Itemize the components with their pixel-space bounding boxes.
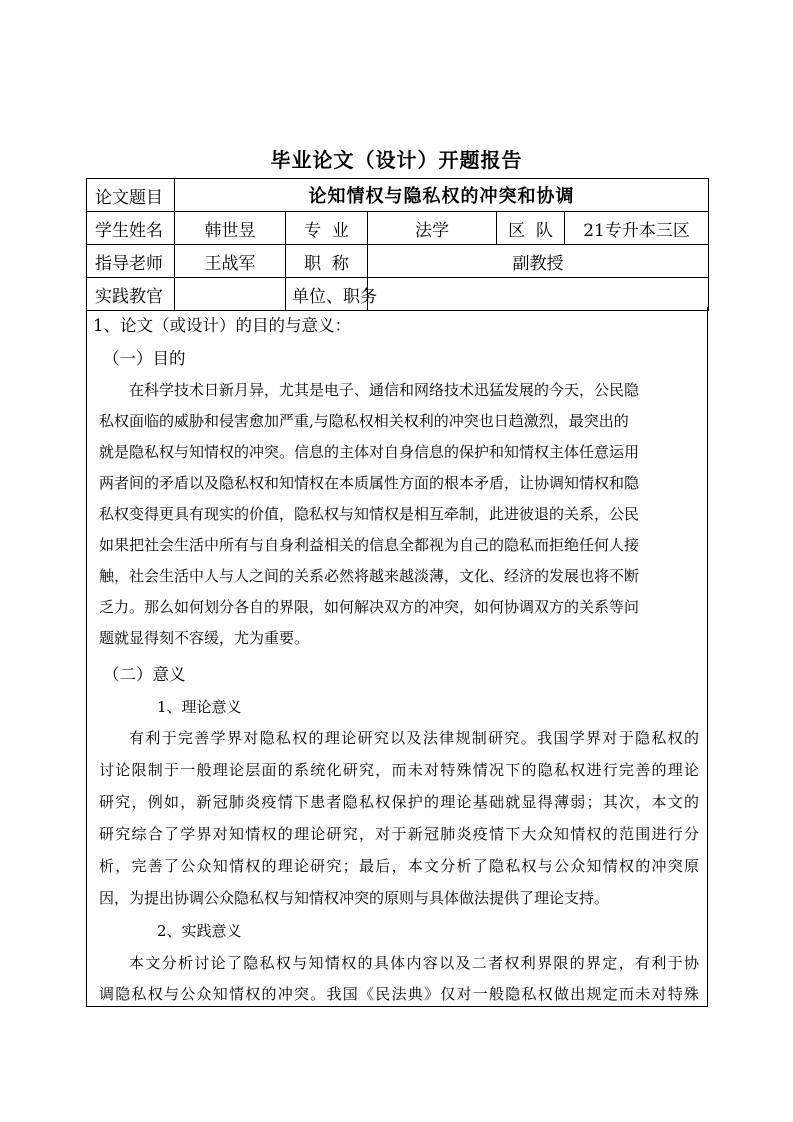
topic-label: 论文题目 xyxy=(87,179,175,212)
advisor-value: 王战军 xyxy=(175,245,286,278)
report-content-box xyxy=(86,307,708,1007)
major-label: 专 业 xyxy=(286,212,368,245)
topic-value: 论知情权与隐私权的冲突和协调 xyxy=(175,179,709,212)
paragraph-line: 在科学技术日新月异，尤其是电子、通信和网络技术迅猛发展的今天，公民隐 xyxy=(129,381,640,399)
paragraph-line: 触，社会生活中人与人之间的关系必然将越来越淡薄，文化、经济的发展也将不断 xyxy=(99,567,640,585)
paragraph-line: 如果把社会生活中所有与自身利益相关的信息全都视为自己的隐私而拒绝任何人接 xyxy=(99,536,640,554)
table-row xyxy=(87,245,709,278)
student-value: 韩世昱 xyxy=(175,212,286,245)
section-heading: 1、论文（或设计）的目的与意义： xyxy=(93,316,351,335)
report-info-table xyxy=(86,178,709,311)
page-title: 毕业论文（设计）开题报告 xyxy=(270,148,523,172)
table-row xyxy=(87,278,709,311)
paragraph-line: 私权变得更具有现实的价值，隐私权与知情权是相互牵制，此进彼退的关系，公民 xyxy=(99,505,640,523)
rank-value: 副教授 xyxy=(368,245,709,278)
paragraph-line: 本文分析讨论了隐私权与知情权的具体内容以及二者权利界限的界定，有利于协 xyxy=(129,954,699,972)
major-value: 法学 xyxy=(368,212,497,245)
unit-label: 单位、职务 xyxy=(286,278,368,311)
paragraph-line: 有利于完善学界对隐私权的理论研究以及法律规制研究。我国学界对于隐私权的 xyxy=(129,729,699,747)
paragraph-line: 讨论限制于一般理论层面的系统化研究，而未对特殊情况下的隐私权进行完善的理论 xyxy=(99,761,699,779)
paragraph-line: 研究综合了学界对知情权的理论研究，对于新冠肺炎疫情下大众知情权的范围进行分 xyxy=(99,825,699,843)
team-label: 区 队 xyxy=(497,212,565,245)
paragraph-line: 私权面临的威胁和侵害愈加严重,与隐私权相关权利的冲突也日趋激烈，最突出的 xyxy=(99,412,629,430)
significance-heading: （二）意义 xyxy=(103,665,186,684)
paragraph-line: 析，完善了公众知情权的理论研究；最后，本文分析了隐私权与公众知情权的冲突原 xyxy=(99,857,699,875)
team-value: 21专升本三区 xyxy=(565,212,709,245)
advisor-label: 指导老师 xyxy=(87,245,175,278)
table-row xyxy=(87,212,709,245)
practice-instructor-label: 实践教官 xyxy=(87,278,175,311)
paragraph-line: 题就显得刻不容缓，尤为重要。 xyxy=(99,629,310,647)
rank-label: 职 称 xyxy=(286,245,368,278)
practice-heading: 2、实践意义 xyxy=(157,922,242,940)
student-label: 学生姓名 xyxy=(87,212,175,245)
paragraph-line: 研究，例如，新冠肺炎疫情下患者隐私权保护的理论基础就显得薄弱；其次，本文的 xyxy=(99,793,699,811)
table-row xyxy=(87,179,709,212)
unit-value xyxy=(368,278,709,311)
paragraph-line: 因，为提出协调公众隐私权与知情权冲突的原则与具体做法提供了理论支持。 xyxy=(99,889,610,907)
practice-instructor-value xyxy=(175,278,286,311)
paragraph-line: 就是隐私权与知情权的冲突。信息的主体对自身信息的保护和知情权主体任意运用 xyxy=(99,443,640,461)
theory-heading: 1、理论意义 xyxy=(157,698,242,716)
paragraph-line: 乏力。那么如何划分各自的界限，如何解决双方的冲突，如何协调双方的关系等问 xyxy=(99,598,640,616)
paragraph-line: 两者间的矛盾以及隐私权和知情权在本质属性方面的根本矛盾，让协调知情权和隐 xyxy=(99,474,640,492)
purpose-heading: （一）目的 xyxy=(103,349,186,368)
paragraph-line: 调隐私权与公众知情权的冲突。我国《民法典》仅对一般隐私权做出规定而未对特殊 xyxy=(99,985,699,1003)
